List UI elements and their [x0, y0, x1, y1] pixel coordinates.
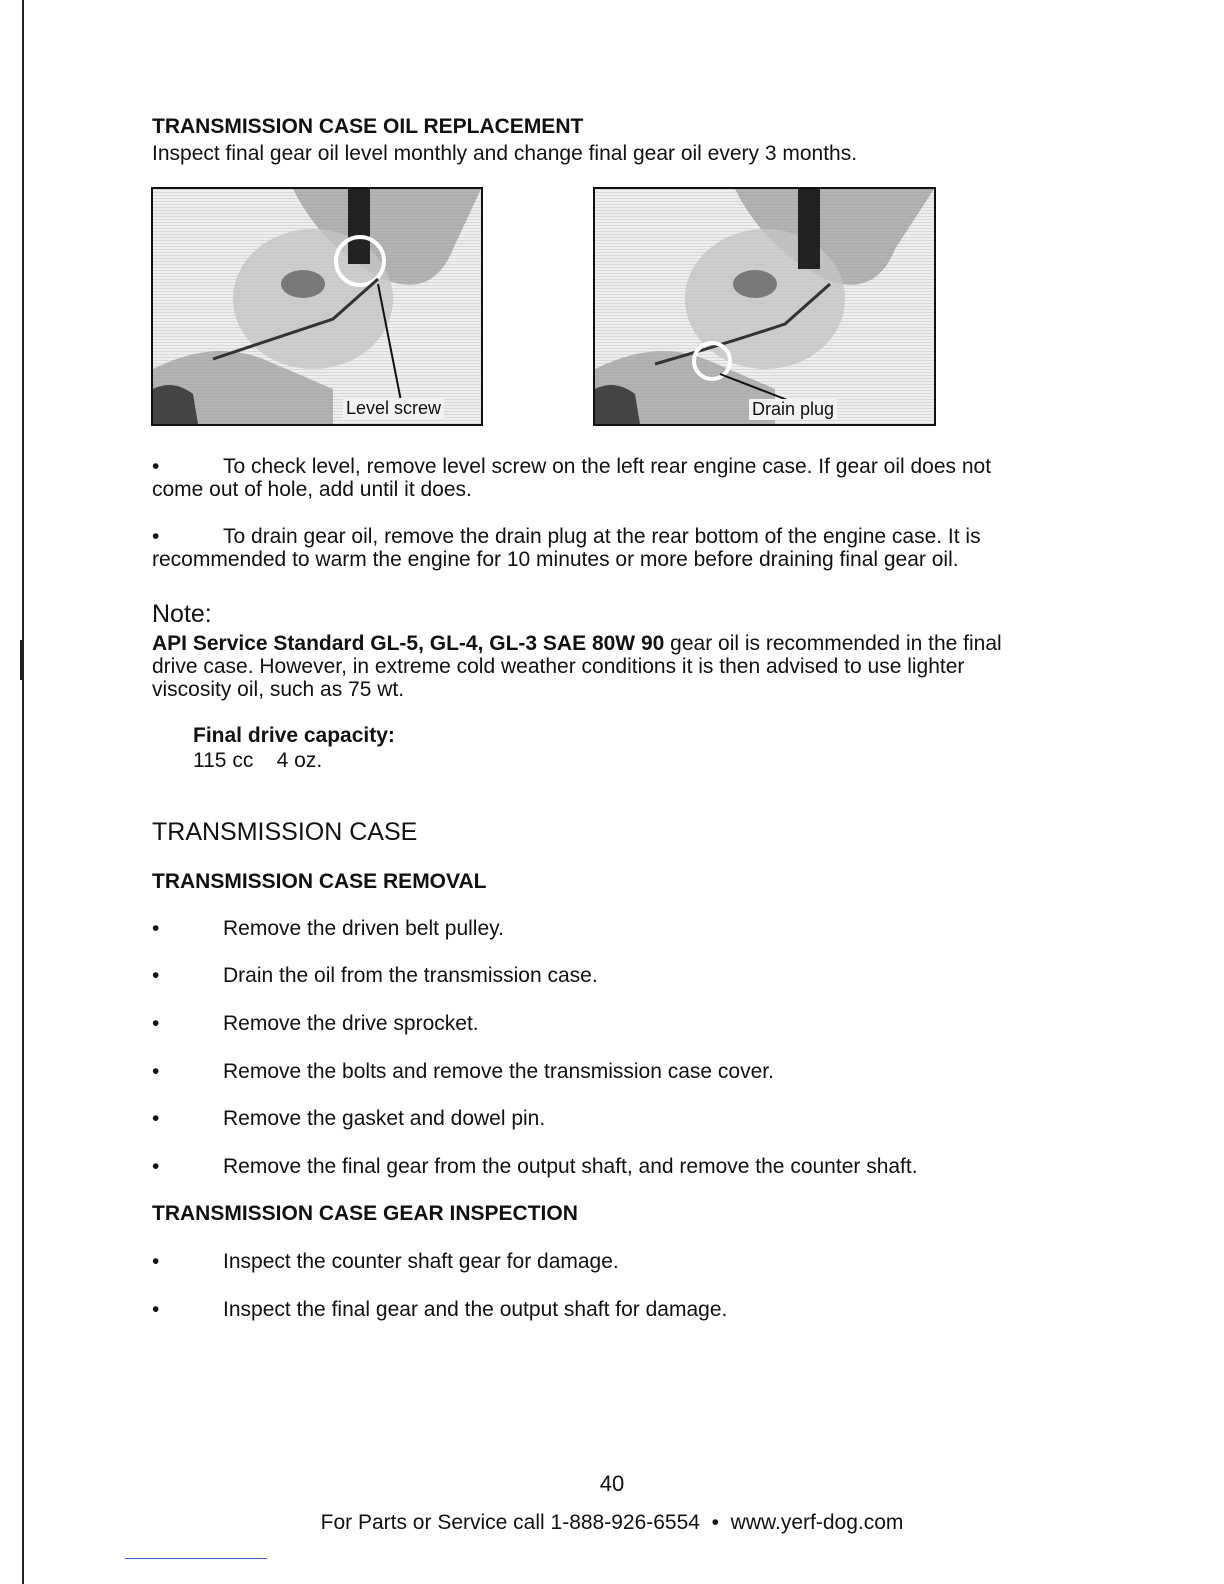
note-line-2: drive case. However, in extreme cold weather conditions it is then advised to use lighter — [152, 655, 965, 678]
bullet-icon: • — [152, 1107, 160, 1130]
level-screw-photo — [151, 187, 483, 426]
bullet-icon: • — [152, 1298, 160, 1321]
footer-contact: For Parts or Service call 1-888-926-6554 • www.yerf-dog.com — [320, 1511, 904, 1534]
bullet-icon: • — [152, 964, 160, 987]
note-title: Note: — [152, 600, 212, 628]
bullet-icon: • — [152, 1060, 160, 1083]
inspection-heading: TRANSMISSION CASE GEAR INSPECTION — [152, 1202, 578, 1225]
manual-page: TRANSMISSION CASE OIL REPLACEMENT Inspect final gear oil level monthly and change final gear oil every 3 months. Level screw Drain plug • To check level, remove level screw on the left rear engine case. If gear oil does not come out of hole, add until it does. • To drain gear oil, remove the drain plug at the rear bottom of the engine case. It is recommended to warm the engine for 10 minutes or more before draining final gear oil. Note: API Service Standard GL-5, GL-4, GL-3 SAE 80W 90 gear oil is recommended in the final drive case. However, in extreme cold weather conditions it is then advised to use lighter viscosity oil, such as 75 wt. Final drive capacity: 115 cc 4 oz. TRANSMISSION CASE TRANSMISSION CASE REMOVAL • Remove the driven belt pulley. • Drain the oil from the transmission case. • Remove the drive sprocket. • Remove the bolts and remove the transmission case cover. • Remove the gasket and dowel pin. • Remove the final gear from the output shaft, and remove the counter shaft. TRANSMISSION CASE GEAR INSPECTION • Inspect the counter shaft gear for damage. • Inspect the final gear and the output shaft for damage. 40 For Parts or Service call 1-888-926-6554 • www.yerf-dog.com — [0, 0, 1224, 1584]
bullet-icon: • — [152, 917, 160, 940]
removal-heading: TRANSMISSION CASE REMOVAL — [152, 870, 487, 893]
capacity-label: Final drive capacity: — [193, 724, 395, 747]
page-number: 40 — [599, 1471, 625, 1496]
level-screw-label: Level screw — [343, 398, 444, 419]
section-title: TRANSMISSION CASE — [152, 818, 418, 846]
oil-replacement-intro: Inspect final gear oil level monthly and change final gear oil every 3 months. — [152, 142, 858, 165]
list-item: • To drain gear oil, remove the drain plug at the rear bottom of the engine case. It is recommended to warm the engine for 10 minutes or more before draining final gear oil. — [152, 525, 981, 571]
oil-replacement-heading: TRANSMISSION CASE OIL REPLACEMENT — [152, 115, 584, 138]
bullet-icon: • — [152, 1155, 160, 1178]
capacity-value: 115 cc 4 oz. — [193, 749, 323, 772]
bullet-icon: • — [152, 1250, 160, 1273]
note-line-1: API Service Standard GL-5, GL-4, GL-3 SAE 80W 90 gear oil is recommended in the final — [152, 632, 1002, 655]
scan-edge-line — [22, 0, 24, 1584]
oil-spec: API Service Standard GL-5, GL-4, GL-3 SAE 80W 90 — [152, 632, 665, 655]
scan-edge-mark — [20, 640, 22, 680]
drain-plug-label: Drain plug — [749, 399, 837, 420]
footer-rule — [125, 1558, 267, 1559]
drain-plug-photo — [593, 187, 936, 426]
bullet-icon: • — [152, 525, 160, 548]
bullet-icon: • — [152, 455, 160, 478]
bullet-icon: • — [152, 1012, 160, 1035]
list-item: • To check level, remove level screw on the left rear engine case. If gear oil does not come out of hole, add until it does. — [152, 455, 992, 501]
note-line-3: viscosity oil, such as 75 wt. — [152, 678, 405, 701]
